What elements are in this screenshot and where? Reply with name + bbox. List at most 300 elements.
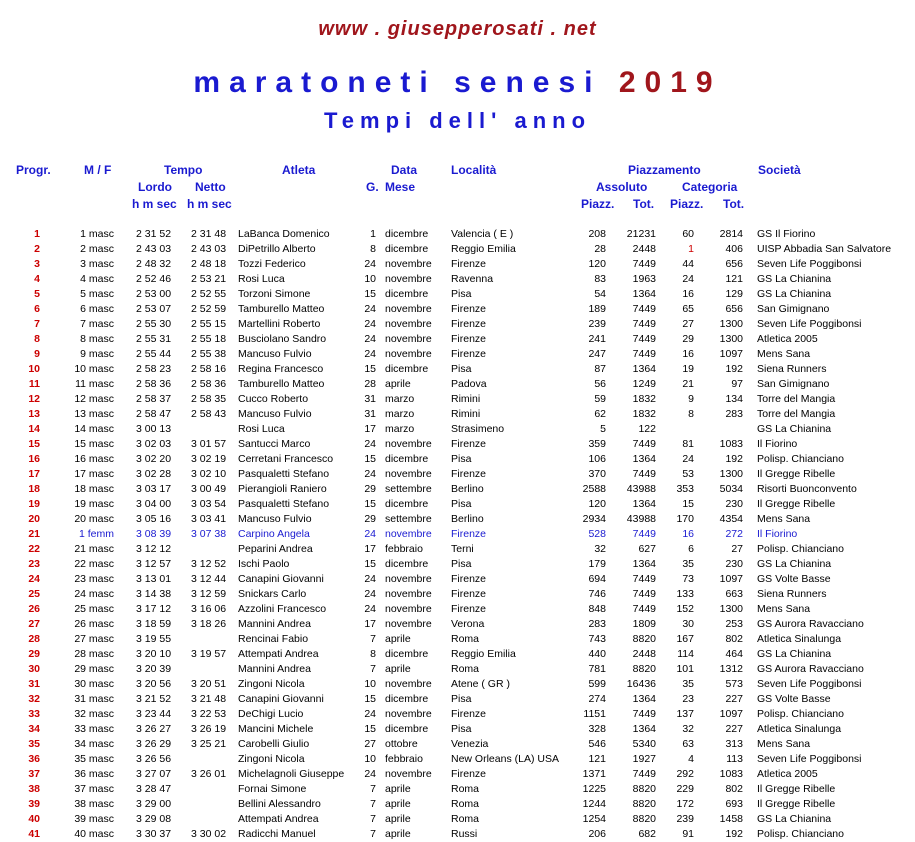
header-hms-lordo: h m sec — [132, 197, 177, 211]
cell-place-overall: 120 — [588, 498, 606, 510]
cell-location: Firenze — [451, 588, 487, 600]
cell-month: dicembre — [385, 363, 429, 375]
cell-sex-rank: 33 masc — [74, 723, 114, 735]
cell-place-category: 24 — [682, 453, 694, 465]
cell-place-category: 1 — [688, 243, 694, 255]
cell-total-overall: 21231 — [626, 228, 656, 240]
cell-athlete: Radicchi Manuel — [238, 828, 316, 840]
table-row — [0, 287, 915, 302]
cell-place-category: 167 — [676, 633, 694, 645]
cell-club: Atletica 2005 — [757, 768, 818, 780]
cell-time-net: 3 18 26 — [191, 618, 227, 630]
cell-time-net: 3 20 51 — [191, 678, 227, 690]
cell-athlete: Cerretani Francesco — [238, 453, 334, 465]
table-row — [0, 302, 915, 317]
cell-location: Padova — [451, 378, 487, 390]
cell-place-overall: 208 — [588, 228, 606, 240]
cell-total-category: 1300 — [719, 318, 743, 330]
cell-athlete: Santucci Marco — [238, 438, 311, 450]
cell-place-category: 9 — [688, 393, 694, 405]
cell-month: dicembre — [385, 228, 429, 240]
cell-club: Mens Sana — [757, 513, 811, 525]
cell-total-overall: 1364 — [632, 363, 656, 375]
table-row — [0, 752, 915, 767]
cell-place-category: 35 — [682, 558, 694, 570]
cell-time-gross: 2 53 07 — [136, 303, 172, 315]
cell-progr: 31 — [28, 678, 40, 690]
cell-club: Siena Runners — [757, 363, 827, 375]
cell-total-overall: 1809 — [632, 618, 656, 630]
cell-time-net: 3 26 01 — [191, 768, 227, 780]
cell-place-category: 6 — [688, 543, 694, 555]
cell-athlete: Peparini Andrea — [238, 543, 313, 555]
cell-month: dicembre — [385, 693, 429, 705]
cell-place-category: 35 — [682, 678, 694, 690]
cell-time-net: 3 03 41 — [191, 513, 227, 525]
cell-total-category: 802 — [725, 633, 743, 645]
header-localita: Località — [451, 163, 497, 177]
title-main: maratoneti senesi — [193, 66, 602, 99]
cell-total-overall: 1364 — [632, 723, 656, 735]
cell-sex-rank: 1 femm — [78, 528, 114, 540]
cell-day: 24 — [364, 603, 376, 615]
cell-day: 7 — [370, 813, 376, 825]
cell-progr: 11 — [28, 378, 40, 390]
cell-day: 15 — [364, 288, 376, 300]
title-year: 2019 — [618, 66, 722, 99]
cell-club: GS Aurora Ravacciano — [757, 618, 864, 630]
cell-place-overall: 121 — [588, 753, 606, 765]
cell-location: Russi — [451, 828, 478, 840]
cell-day: 24 — [364, 333, 376, 345]
cell-total-overall: 7449 — [632, 768, 656, 780]
cell-place-category: 16 — [682, 528, 694, 540]
cell-total-overall: 627 — [638, 543, 656, 555]
cell-total-overall: 2448 — [632, 648, 656, 660]
header-societa: Società — [758, 163, 801, 177]
cell-club: Torre del Mangia — [757, 408, 836, 420]
cell-club: Polisp. Chianciano — [757, 543, 844, 555]
cell-place-overall: 56 — [594, 378, 606, 390]
cell-total-overall: 1832 — [632, 408, 656, 420]
cell-location: Firenze — [451, 768, 487, 780]
cell-day: 8 — [370, 648, 376, 660]
cell-time-gross: 3 12 12 — [136, 543, 172, 555]
cell-location: Firenze — [451, 603, 487, 615]
cell-day: 28 — [364, 378, 376, 390]
cell-sex-rank: 36 masc — [74, 768, 114, 780]
cell-sex-rank: 39 masc — [74, 813, 114, 825]
cell-sex-rank: 2 masc — [80, 243, 114, 255]
cell-progr: 19 — [28, 498, 40, 510]
cell-place-category: 44 — [682, 258, 694, 270]
cell-total-overall: 8820 — [632, 783, 656, 795]
cell-progr: 8 — [34, 333, 40, 345]
cell-progr: 7 — [34, 318, 40, 330]
cell-club: Polisp. Chianciano — [757, 453, 844, 465]
cell-club: GS La Chianina — [757, 288, 832, 300]
cell-athlete: Azzolini Francesco — [238, 603, 327, 615]
cell-sex-rank: 9 masc — [80, 348, 114, 360]
cell-total-overall: 1364 — [632, 498, 656, 510]
cell-progr: 32 — [28, 693, 40, 705]
cell-total-category: 656 — [725, 303, 743, 315]
table-row — [0, 362, 915, 377]
cell-total-overall: 8820 — [632, 798, 656, 810]
cell-total-category: 5034 — [719, 483, 743, 495]
header-atleta: Atleta — [282, 163, 316, 177]
site-url[interactable]: www . giusepperosati . net — [318, 18, 597, 40]
cell-club: Atletica 2005 — [757, 333, 818, 345]
cell-location: Roma — [451, 813, 480, 825]
cell-month: novembre — [385, 258, 432, 270]
cell-club: GS La Chianina — [757, 813, 832, 825]
cell-location: Venezia — [451, 738, 489, 750]
cell-place-overall: 1151 — [583, 708, 606, 720]
header-progr: Progr. — [16, 163, 51, 177]
cell-sex-rank: 21 masc — [74, 543, 114, 555]
cell-progr: 35 — [28, 738, 40, 750]
cell-day: 10 — [364, 753, 376, 765]
cell-club: GS Il Fiorino — [757, 228, 816, 240]
cell-day: 15 — [364, 453, 376, 465]
cell-day: 31 — [364, 408, 376, 420]
cell-month: novembre — [385, 468, 432, 480]
cell-time-net: 2 58 16 — [191, 363, 227, 375]
cell-total-category: 464 — [725, 648, 743, 660]
cell-place-overall: 359 — [588, 438, 606, 450]
cell-sex-rank: 29 masc — [74, 663, 114, 675]
cell-month: novembre — [385, 333, 432, 345]
cell-place-category: 4 — [688, 753, 694, 765]
cell-club: Siena Runners — [757, 588, 827, 600]
cell-club: Seven Life Poggibonsi — [757, 258, 862, 270]
cell-month: dicembre — [385, 243, 429, 255]
cell-sex-rank: 30 masc — [74, 678, 114, 690]
table-row — [0, 767, 915, 782]
cell-total-category: 656 — [725, 258, 743, 270]
cell-total-overall: 7449 — [632, 708, 656, 720]
cell-time-net: 3 30 02 — [191, 828, 227, 840]
cell-total-category: 27 — [731, 543, 743, 555]
cell-place-overall: 1244 — [582, 798, 606, 810]
header-hms-netto: h m sec — [187, 197, 232, 211]
cell-time-gross: 3 08 39 — [136, 528, 172, 540]
cell-club: San Gimignano — [757, 378, 830, 390]
cell-time-gross: 3 20 10 — [136, 648, 172, 660]
cell-athlete: Mancini Michele — [238, 723, 314, 735]
cell-time-gross: 3 26 56 — [136, 753, 172, 765]
cell-month: novembre — [385, 438, 432, 450]
cell-time-net: 2 58 36 — [191, 378, 227, 390]
cell-club: GS Volte Basse — [757, 693, 831, 705]
header-netto: Netto — [195, 180, 226, 194]
table-row — [0, 692, 915, 707]
cell-total-category: 4354 — [719, 513, 743, 525]
cell-time-net: 3 19 57 — [191, 648, 227, 660]
table-row — [0, 587, 915, 602]
cell-total-category: 1300 — [719, 468, 743, 480]
cell-club: GS La Chianina — [757, 423, 832, 435]
cell-location: Firenze — [451, 438, 487, 450]
cell-place-overall: 1371 — [582, 768, 606, 780]
cell-location: Verona — [451, 618, 485, 630]
cell-sex-rank: 34 masc — [74, 738, 114, 750]
cell-day: 7 — [370, 663, 376, 675]
cell-progr: 36 — [28, 753, 40, 765]
cell-time-gross: 3 04 00 — [136, 498, 172, 510]
cell-time-gross: 2 58 37 — [136, 393, 172, 405]
cell-time-net: 3 02 10 — [191, 468, 227, 480]
cell-total-overall: 1364 — [632, 693, 656, 705]
cell-place-category: 15 — [682, 498, 694, 510]
cell-athlete: Tamburello Matteo — [238, 378, 325, 390]
table-row — [0, 632, 915, 647]
cell-month: marzo — [385, 423, 415, 435]
cell-day: 17 — [364, 543, 376, 555]
cell-day: 24 — [364, 438, 376, 450]
cell-total-overall: 1832 — [632, 393, 656, 405]
cell-progr: 2 — [34, 243, 40, 255]
cell-day: 24 — [364, 588, 376, 600]
cell-month: aprile — [385, 783, 411, 795]
cell-place-overall: 62 — [594, 408, 606, 420]
table-row — [0, 497, 915, 512]
cell-athlete: Rosi Luca — [238, 273, 285, 285]
cell-time-gross: 3 29 08 — [136, 813, 172, 825]
cell-day: 27 — [364, 738, 376, 750]
cell-sex-rank: 5 masc — [80, 288, 114, 300]
cell-total-category: 227 — [725, 693, 743, 705]
cell-location: Strasimeno — [451, 423, 505, 435]
cell-sex-rank: 40 masc — [74, 828, 114, 840]
cell-total-category: 97 — [731, 378, 743, 390]
cell-month: dicembre — [385, 498, 429, 510]
cell-progr: 34 — [28, 723, 40, 735]
cell-total-category: 121 — [725, 273, 743, 285]
cell-total-overall: 5340 — [632, 738, 656, 750]
cell-place-category: 170 — [676, 513, 694, 525]
cell-place-category: 30 — [682, 618, 694, 630]
cell-club: Seven Life Poggibonsi — [757, 318, 862, 330]
cell-place-category: 16 — [682, 348, 694, 360]
cell-day: 1 — [370, 228, 376, 240]
cell-day: 24 — [364, 318, 376, 330]
cell-total-overall: 43988 — [626, 483, 656, 495]
table-row — [0, 482, 915, 497]
table-row — [0, 827, 915, 842]
cell-time-gross: 3 02 03 — [136, 438, 172, 450]
table-row — [0, 572, 915, 587]
cell-month: aprile — [385, 813, 411, 825]
cell-location: Pisa — [451, 558, 472, 570]
cell-total-overall: 7449 — [632, 528, 656, 540]
cell-place-overall: 781 — [588, 663, 606, 675]
cell-sex-rank: 27 masc — [74, 633, 114, 645]
table-row — [0, 392, 915, 407]
cell-club: Seven Life Poggibonsi — [757, 753, 862, 765]
cell-total-category: 406 — [725, 243, 743, 255]
cell-place-category: 81 — [682, 438, 694, 450]
cell-sex-rank: 14 masc — [74, 423, 114, 435]
table-row — [0, 377, 915, 392]
cell-month: novembre — [385, 528, 432, 540]
cell-time-net: 2 43 03 — [191, 243, 227, 255]
cell-location: Atene ( GR ) — [451, 678, 510, 690]
cell-total-overall: 7449 — [632, 333, 656, 345]
cell-time-gross: 3 17 12 — [136, 603, 172, 615]
cell-total-overall: 122 — [638, 423, 656, 435]
cell-place-overall: 28 — [594, 243, 606, 255]
cell-progr: 30 — [28, 663, 40, 675]
cell-club: Il Gregge Ribelle — [757, 798, 836, 810]
cell-time-gross: 2 52 46 — [136, 273, 172, 285]
cell-club: Il Fiorino — [757, 528, 798, 540]
cell-progr: 38 — [28, 783, 40, 795]
cell-time-net: 2 48 18 — [191, 258, 227, 270]
cell-month: novembre — [385, 678, 432, 690]
cell-month: marzo — [385, 393, 415, 405]
cell-total-category: 1458 — [719, 813, 743, 825]
cell-club: Il Gregge Ribelle — [757, 468, 836, 480]
cell-athlete: DiPetrillo Alberto — [238, 243, 316, 255]
cell-total-overall: 7449 — [632, 348, 656, 360]
cell-total-overall: 1249 — [632, 378, 656, 390]
table-row — [0, 527, 915, 542]
cell-sex-rank: 3 masc — [80, 258, 114, 270]
cell-day: 7 — [370, 633, 376, 645]
cell-place-overall: 1225 — [582, 783, 606, 795]
cell-progr: 28 — [28, 633, 40, 645]
cell-total-overall: 1364 — [632, 558, 656, 570]
cell-time-gross: 3 28 47 — [136, 783, 172, 795]
cell-place-category: 21 — [682, 378, 694, 390]
cell-time-gross: 2 55 30 — [136, 318, 172, 330]
table-row — [0, 317, 915, 332]
cell-month: marzo — [385, 408, 415, 420]
cell-place-overall: 746 — [588, 588, 606, 600]
cell-time-gross: 2 48 32 — [136, 258, 172, 270]
cell-place-overall: 5 — [600, 423, 606, 435]
cell-total-overall: 1963 — [632, 273, 656, 285]
cell-time-gross: 3 30 37 — [136, 828, 172, 840]
cell-time-net: 2 58 43 — [191, 408, 227, 420]
cell-month: aprile — [385, 663, 411, 675]
cell-time-net: 2 31 48 — [191, 228, 227, 240]
table-row — [0, 617, 915, 632]
cell-progr: 15 — [28, 438, 40, 450]
cell-athlete: Ischi Paolo — [238, 558, 290, 570]
cell-place-overall: 206 — [588, 828, 606, 840]
header-tempo: Tempo — [164, 163, 203, 177]
cell-place-category: 73 — [682, 573, 694, 585]
cell-month: dicembre — [385, 558, 429, 570]
cell-time-gross: 3 18 59 — [136, 618, 172, 630]
cell-total-overall: 7449 — [632, 303, 656, 315]
cell-sex-rank: 28 masc — [74, 648, 114, 660]
cell-time-net: 3 12 44 — [191, 573, 227, 585]
cell-total-category: 134 — [725, 393, 743, 405]
cell-time-gross: 3 27 07 — [136, 768, 172, 780]
cell-total-category: 113 — [726, 753, 743, 765]
cell-day: 29 — [364, 483, 376, 495]
cell-place-overall: 546 — [588, 738, 606, 750]
cell-total-category: 227 — [725, 723, 743, 735]
cell-place-category: 24 — [682, 273, 694, 285]
cell-athlete: Tamburello Matteo — [238, 303, 325, 315]
cell-time-gross: 3 02 20 — [136, 453, 172, 465]
cell-month: dicembre — [385, 288, 429, 300]
header-mese: Mese — [385, 180, 416, 194]
cell-sex-rank: 23 masc — [74, 573, 114, 585]
cell-athlete: Rosi Luca — [238, 423, 285, 435]
header-giorno: G. — [366, 180, 379, 194]
cell-location: Pisa — [451, 363, 472, 375]
cell-athlete: Mancuso Fulvio — [238, 348, 312, 360]
cell-club: Mens Sana — [757, 738, 811, 750]
cell-athlete: Rencinai Fabio — [238, 633, 309, 645]
cell-time-net: 3 03 54 — [191, 498, 227, 510]
cell-time-gross: 3 14 38 — [136, 588, 172, 600]
cell-location: Pisa — [451, 693, 472, 705]
header-data: Data — [391, 163, 418, 177]
cell-club: Mens Sana — [757, 603, 811, 615]
header-piazz-assoluto: Piazz. — [581, 197, 615, 211]
cell-place-category: 63 — [682, 738, 694, 750]
cell-day: 7 — [370, 828, 376, 840]
table-row — [0, 422, 915, 437]
cell-day: 15 — [364, 693, 376, 705]
cell-athlete: Mannini Andrea — [238, 618, 311, 630]
cell-month: novembre — [385, 303, 432, 315]
cell-progr: 41 — [28, 828, 40, 840]
cell-place-overall: 239 — [588, 318, 606, 330]
cell-time-net: 2 55 15 — [191, 318, 227, 330]
cell-athlete: DeChigi Lucio — [238, 708, 304, 720]
cell-place-category: 91 — [682, 828, 694, 840]
cell-location: Firenze — [451, 348, 487, 360]
cell-sex-rank: 4 masc — [80, 273, 114, 285]
cell-place-category: 23 — [682, 693, 694, 705]
cell-day: 17 — [364, 618, 376, 630]
cell-location: Roma — [451, 783, 480, 795]
cell-time-gross: 2 58 47 — [136, 408, 172, 420]
cell-place-category: 65 — [682, 303, 694, 315]
table-row — [0, 602, 915, 617]
cell-month: settembre — [385, 483, 432, 495]
cell-club: Risorti Buonconvento — [757, 483, 857, 495]
table-row — [0, 737, 915, 752]
cell-total-overall: 8820 — [632, 813, 656, 825]
cell-place-overall: 1254 — [582, 813, 606, 825]
cell-month: novembre — [385, 573, 432, 585]
cell-month: novembre — [385, 588, 432, 600]
cell-total-overall: 1364 — [632, 453, 656, 465]
cell-month: dicembre — [385, 648, 429, 660]
cell-progr: 40 — [28, 813, 40, 825]
cell-sex-rank: 25 masc — [74, 603, 114, 615]
cell-total-category: 313 — [725, 738, 743, 750]
cell-athlete: Zingoni Nicola — [238, 678, 305, 690]
cell-location: Firenze — [451, 573, 487, 585]
cell-club: UISP Abbadia San Salvatore — [757, 243, 892, 255]
cell-athlete: Attempati Andrea — [238, 813, 319, 825]
cell-sex-rank: 16 masc — [74, 453, 114, 465]
cell-time-net: 3 16 06 — [191, 603, 227, 615]
cell-progr: 12 — [28, 393, 40, 405]
cell-place-category: 53 — [682, 468, 694, 480]
cell-athlete: Canapini Giovanni — [238, 573, 324, 585]
